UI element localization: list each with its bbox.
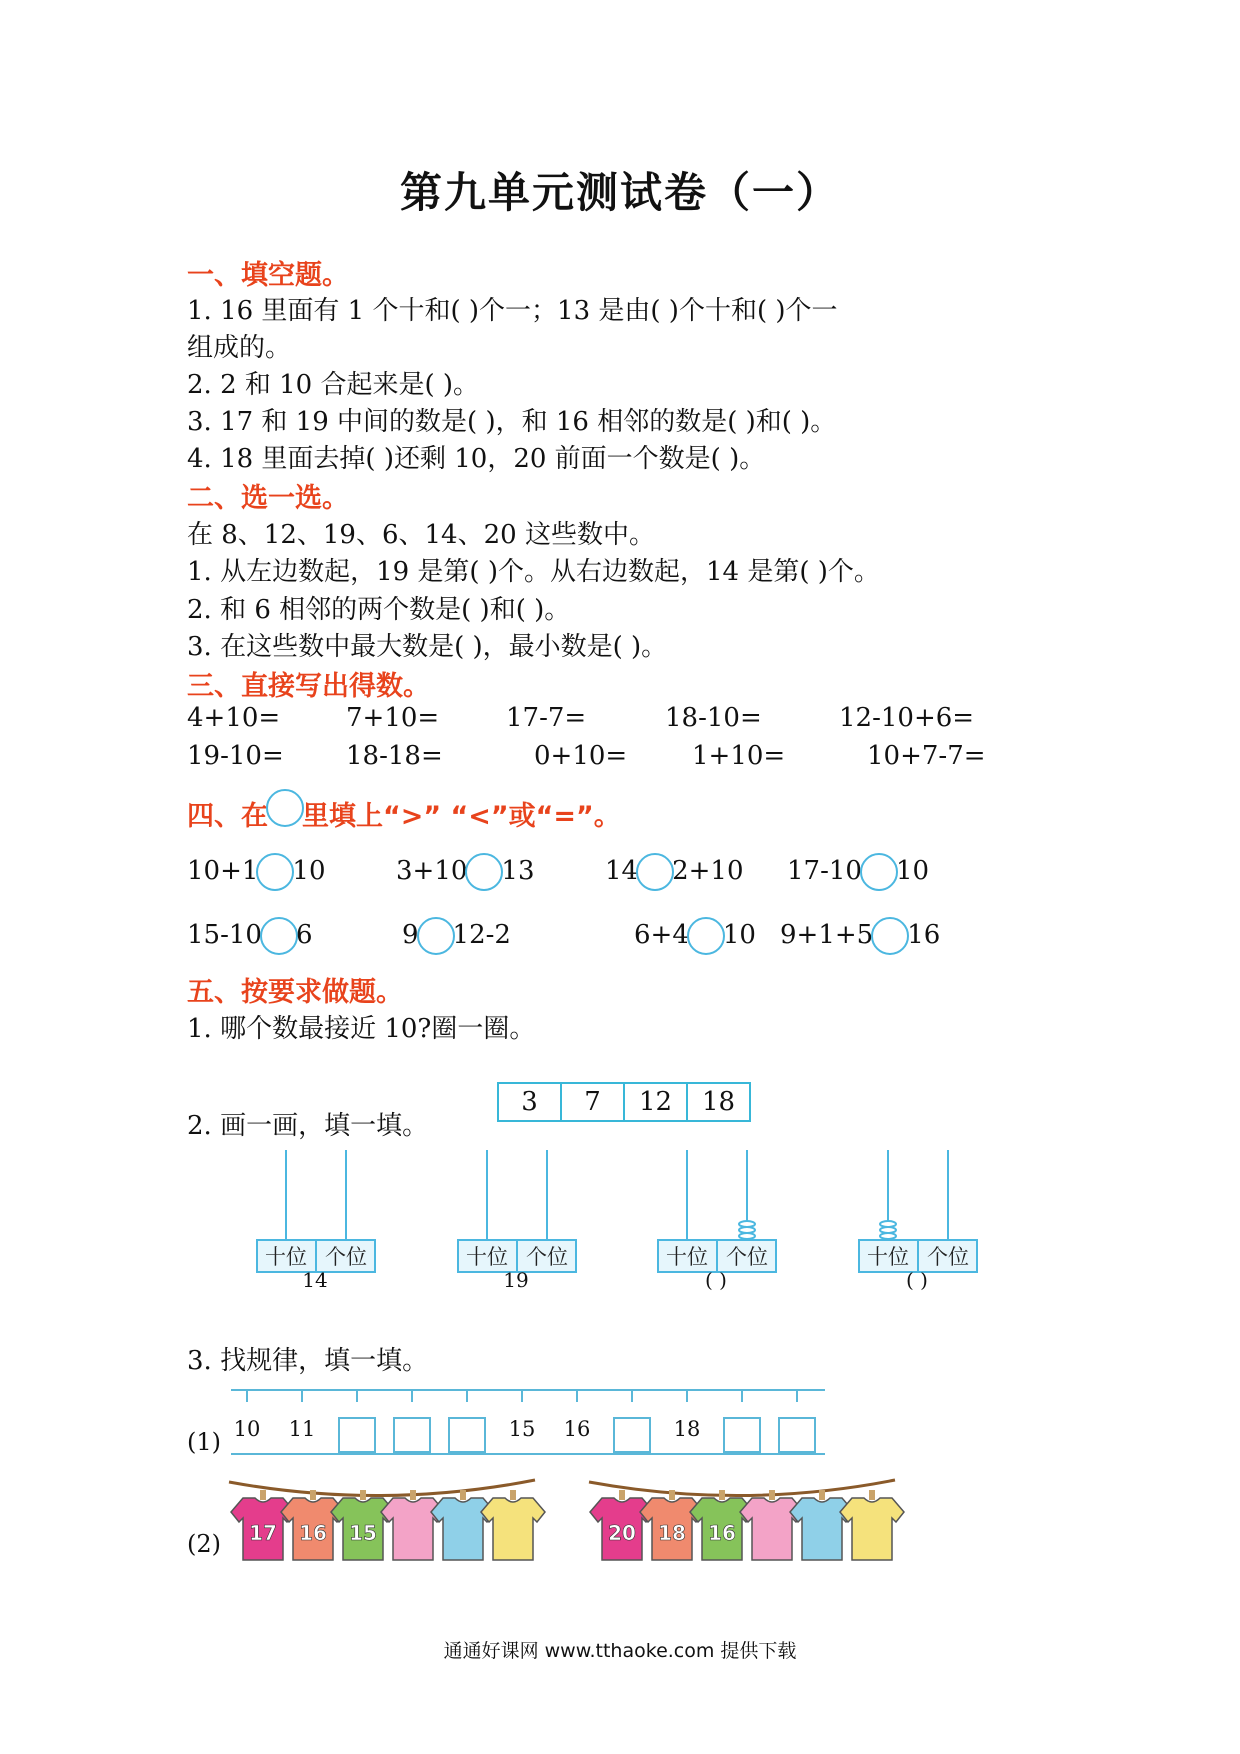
- section-5-heading: 五、按要求做题。: [187, 977, 403, 1008]
- compare-right: 16: [907, 920, 941, 950]
- fill-line-3: 3. 17 和 19 中间的数是( )，和 16 相邻的数是( )和( )。: [187, 407, 837, 437]
- abacus-caption: 19: [503, 1268, 529, 1292]
- shirt-number: 16: [299, 1521, 327, 1545]
- shirt: [840, 1490, 904, 1560]
- number-choice[interactable]: 7: [562, 1084, 625, 1120]
- clothespin: [310, 1490, 316, 1500]
- footer: 通通好课网 www.tthaoke.com 提供下载: [443, 1640, 797, 1662]
- ones-label: 个位: [927, 1245, 969, 1269]
- clothespin: [819, 1490, 825, 1500]
- answer-circle[interactable]: [256, 853, 294, 891]
- fill-line-1b: 组成的。: [187, 333, 292, 363]
- compare-right: 6: [295, 920, 313, 950]
- abacus: [458, 1150, 576, 1272]
- compare-item: [187, 853, 326, 891]
- clothesline: [589, 1480, 895, 1496]
- shirt-number: 15: [349, 1521, 377, 1545]
- answer-box: [724, 1418, 760, 1452]
- clothespin: [510, 1490, 516, 1500]
- compare-item: [634, 917, 756, 955]
- shirt: [331, 1490, 395, 1560]
- ones-label: 个位: [726, 1245, 768, 1269]
- answer-circle[interactable]: [860, 853, 898, 891]
- number-choice[interactable]: 12: [625, 1084, 688, 1120]
- compare-left: 6+4: [634, 920, 689, 950]
- shirts-illustration: [225, 1470, 905, 1580]
- clothespin: [669, 1490, 675, 1500]
- ones-label: 个位: [526, 1245, 568, 1269]
- bead: [880, 1221, 896, 1227]
- clothespin: [410, 1490, 416, 1500]
- number-strip: [225, 1384, 837, 1464]
- clothespin: [260, 1490, 266, 1500]
- calc-item: 1+10=: [692, 741, 786, 771]
- answer-box: [339, 1418, 375, 1452]
- shirt: [690, 1490, 754, 1560]
- abacus-caption: ( ): [906, 1268, 928, 1292]
- shirt: [431, 1490, 495, 1560]
- answer-circle[interactable]: [417, 917, 455, 955]
- strip-number: 15: [508, 1417, 536, 1441]
- abacus-diagrams: [0, 1140, 1240, 1300]
- shirt-number: 16: [708, 1521, 736, 1545]
- calc-item: 10+7-7=: [867, 741, 986, 771]
- compare-item: [187, 917, 313, 955]
- section-4-heading: [187, 789, 621, 833]
- clothesline: [229, 1480, 535, 1496]
- shirt: [740, 1490, 804, 1560]
- compare-left: 15-10: [187, 920, 262, 950]
- clothespin: [769, 1490, 775, 1500]
- compare-right: 2+10: [672, 856, 744, 886]
- compare-right: 13: [501, 856, 535, 886]
- strip-number: 16: [563, 1417, 591, 1441]
- answer-circle[interactable]: [636, 853, 674, 891]
- compare-item: [605, 853, 744, 891]
- choose-intro: 在 8、12、19、6、14、20 这些数中。: [187, 520, 655, 550]
- calc-item: 19-10=: [187, 741, 284, 771]
- strip-number: 11: [288, 1417, 316, 1441]
- tens-label: 十位: [867, 1245, 909, 1269]
- task-1-text: 1. 哪个数最接近 10?圈一圈。: [187, 1014, 536, 1044]
- answer-circle[interactable]: [687, 917, 725, 955]
- tens-label: 十位: [466, 1245, 508, 1269]
- shirt: [481, 1490, 545, 1560]
- clothespin: [869, 1490, 875, 1500]
- shirts-label: (2): [187, 1530, 221, 1558]
- shirt: [790, 1490, 854, 1560]
- choose-line-3: 3. 在这些数中最大数是( )，最小数是( )。: [187, 632, 668, 662]
- calc-item: 18-18=: [346, 741, 443, 771]
- answer-box: [614, 1418, 650, 1452]
- circle-icon: [266, 789, 304, 827]
- task-3-text: 3. 找规律，填一填。: [187, 1346, 429, 1376]
- shirt: [381, 1490, 445, 1560]
- abacus: [257, 1150, 375, 1272]
- section-2-heading: 二、选一选。: [187, 483, 349, 514]
- calc-item: 7+10=: [346, 703, 440, 733]
- ones-label: 个位: [325, 1245, 367, 1269]
- calc-item: 18-10=: [665, 703, 762, 733]
- abacus-caption: 14: [302, 1268, 328, 1292]
- abacus: [658, 1150, 776, 1272]
- compare-item: [402, 917, 511, 955]
- abacus-caption: ( ): [705, 1268, 727, 1292]
- answer-box: [394, 1418, 430, 1452]
- calc-item: 12-10+6=: [839, 703, 975, 733]
- clothespin: [460, 1490, 466, 1500]
- shirt-body: [481, 1498, 545, 1560]
- calc-item: 4+10=: [187, 703, 281, 733]
- page-title: 第九单元测试卷（一）: [399, 168, 840, 217]
- section-1-heading: 一、填空题。: [187, 260, 349, 291]
- fill-line-1: 1. 16 里面有 1 个十和( )个一；13 是由( )个十和( )个一: [187, 296, 838, 326]
- shirt-number: 20: [608, 1521, 636, 1545]
- shirt-number: 17: [249, 1521, 277, 1545]
- compare-item: [787, 853, 929, 891]
- compare-item: [780, 917, 940, 955]
- compare-left: 9: [402, 920, 419, 950]
- shirt-number: 18: [658, 1521, 686, 1545]
- clothespin: [719, 1490, 725, 1500]
- section-3-heading: 三、直接写出得数。: [187, 671, 430, 702]
- tens-label: 十位: [666, 1245, 708, 1269]
- clothespin: [360, 1490, 366, 1500]
- shirt: [281, 1490, 345, 1560]
- shirt-body: [840, 1498, 904, 1560]
- compare-left: 17-10: [787, 856, 862, 886]
- compare-left: 14: [605, 856, 639, 886]
- number-choice[interactable]: 3: [499, 1084, 562, 1120]
- strip-number: 18: [673, 1417, 701, 1441]
- fill-line-2: 2. 2 和 10 合起来是( )。: [187, 370, 480, 400]
- task-2-text: 2. 画一画，填一填。: [187, 1111, 429, 1141]
- shirt: [640, 1490, 704, 1560]
- choose-line-2: 2. 和 6 相邻的两个数是( )和( )。: [187, 595, 571, 625]
- answer-circle[interactable]: [465, 853, 503, 891]
- choose-line-1: 1. 从左边数起，19 是第( )个。从右边数起，14 是第( )个。: [187, 557, 880, 587]
- compare-right: 10: [895, 856, 930, 886]
- strip-number: 10: [233, 1417, 261, 1441]
- compare-right: 10: [292, 856, 326, 886]
- calc-item: 17-7=: [506, 703, 587, 733]
- abacus: [859, 1150, 977, 1272]
- section-4-prefix: 四、在: [187, 801, 268, 832]
- sequence-label: (1): [187, 1428, 221, 1456]
- clothespin: [619, 1490, 625, 1500]
- section-4-suffix: 里填上“>” “<”或“=”。: [302, 801, 621, 832]
- answer-box: [779, 1418, 815, 1452]
- compare-right: 10: [722, 920, 756, 950]
- compare-left: 3+10: [396, 856, 468, 886]
- shirt: [231, 1490, 295, 1560]
- answer-box: [449, 1418, 485, 1452]
- compare-left: 9+1+5: [780, 920, 874, 950]
- compare-item: [396, 853, 535, 891]
- bead: [739, 1221, 755, 1227]
- answer-circle[interactable]: [871, 917, 909, 955]
- number-choice[interactable]: 18: [701, 1087, 736, 1117]
- compare-left: 10+1: [187, 856, 259, 886]
- compare-right: 12-2: [452, 920, 511, 950]
- calc-item: 0+10=: [534, 741, 628, 771]
- answer-circle[interactable]: [260, 917, 298, 955]
- number-choices: [497, 1082, 751, 1122]
- fill-line-4: 4. 18 里面去掉( )还剩 10，20 前面一个数是( )。: [187, 444, 766, 474]
- tens-label: 十位: [265, 1245, 307, 1269]
- shirt: [590, 1490, 654, 1560]
